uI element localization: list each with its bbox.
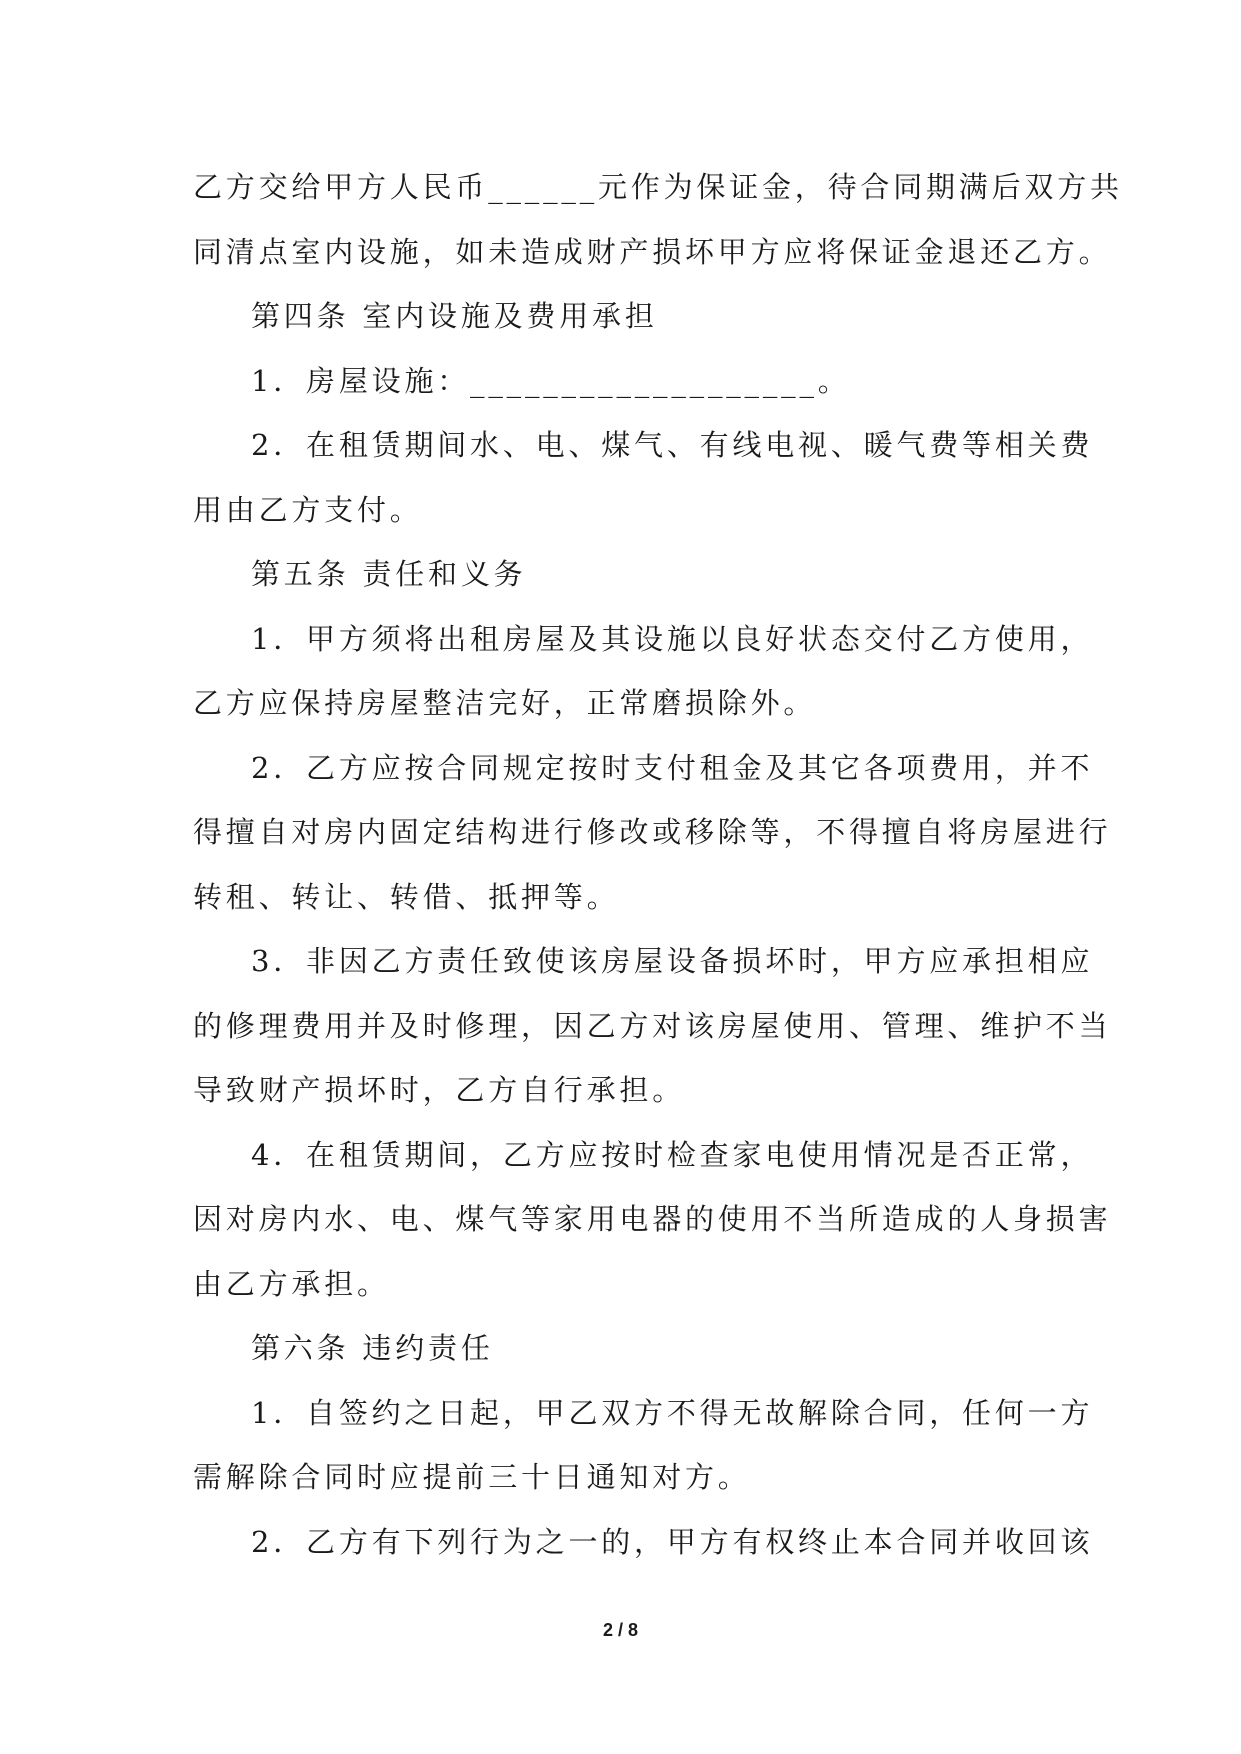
text-line: 得擅自对房内固定结构进行修改或移除等，不得擅自将房屋进行 xyxy=(193,815,1112,849)
text-line: 1．甲方须将出租房屋及其设施以良好状态交付乙方使用， xyxy=(251,621,1094,656)
text-line: 用由乙方支付。 xyxy=(193,492,423,527)
text-line: 转租、转让、转借、抵押等。 xyxy=(193,879,620,914)
page-number: 2 / 8 xyxy=(602,1620,639,1640)
text-line: 因对房内水、电、煤气等家用电器的使用不当所造成的人身损害 xyxy=(193,1202,1112,1236)
text-line: 导致财产损坏时，乙方自行承担。 xyxy=(193,1073,686,1107)
text-line: 同清点室内设施，如未造成财产损坏甲方应将保证金退还乙方。 xyxy=(193,234,1112,269)
text-line: 需解除合同时应提前三十日通知对方。 xyxy=(193,1460,751,1494)
text-line: 第五条 责任和义务 xyxy=(251,557,527,591)
text-line: 2．乙方应按合同规定按时支付租金及其它各项费用，并不 xyxy=(251,750,1094,785)
text-line: 由乙方承担。 xyxy=(193,1266,390,1301)
text-line: 的修理费用并及时修理，因乙方对该房屋使用、管理、维护不当 xyxy=(193,1008,1112,1043)
text-line: 第四条 室内设施及费用承担 xyxy=(251,299,658,333)
text-line: 1．自签约之日起，甲乙双方不得无故解除合同，任何一方 xyxy=(251,1395,1094,1430)
text-line: 乙方应保持房屋整洁完好，正常磨损除外。 xyxy=(193,686,817,720)
text-line: 1．房屋设施：___________________。 xyxy=(251,363,851,398)
text-line: 3．非因乙方责任致使该房屋设备损坏时，甲方应承担相应 xyxy=(251,944,1094,978)
text-line: 2．在租赁期间水、电、煤气、有线电视、暖气费等相关费 xyxy=(251,428,1094,462)
text-line: 乙方交给甲方人民币______元作为保证金，待合同期满后双方共 xyxy=(193,170,1123,204)
text-line: 4．在租赁期间，乙方应按时检查家电使用情况是否正常， xyxy=(251,1137,1094,1172)
text-line: 2．乙方有下列行为之一的，甲方有权终止本合同并收回该 xyxy=(251,1524,1094,1559)
document-body xyxy=(193,155,1123,1574)
text-line: 第六条 违约责任 xyxy=(251,1331,494,1365)
